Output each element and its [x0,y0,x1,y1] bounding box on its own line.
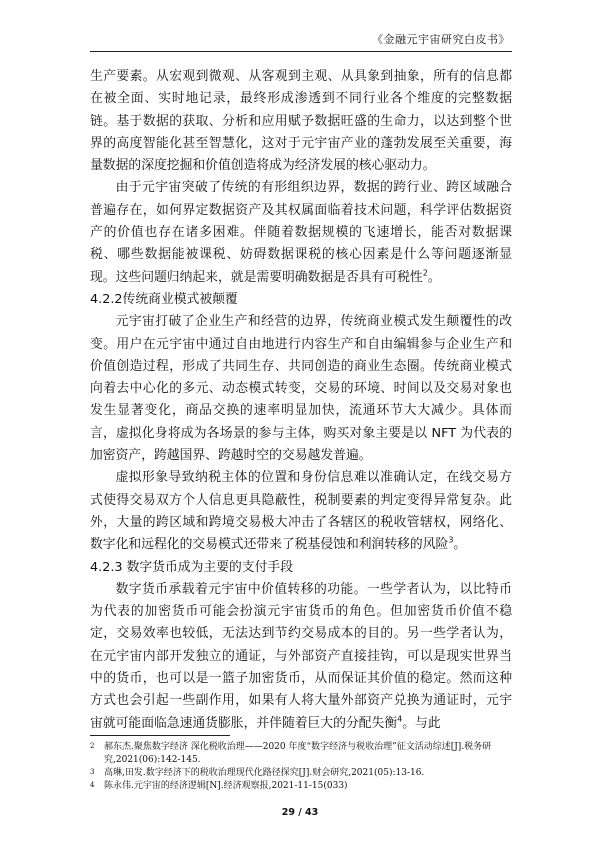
paragraph-1: 生产要素。从宏观到微观、从客观到主观、从具象到抽象，所有的信息都在被全面、实时地记录，最终形成渗透到不同行业各个维度的完整数据链。基于数据的获取、分析和应用赋予数据旺盛的生命力，以达到整个世界的高度智能化甚至智慧化，这对于元宇宙产业的蓬勃发展至关重要，海量数据的深度挖掘和价值创造将成为经济发展的核心驱动力。 [90,69,512,174]
footnote-ref-2[interactable]: 2 [422,268,428,278]
footnote-2 [90,741,512,767]
footnote-ref-4[interactable]: 4 [397,714,403,724]
paragraph-2-end: 。 [427,269,441,285]
footnote-4 [90,780,512,793]
footnote-text: 陈永伟.元宇宙的经济逻辑[N].经济观察报,2021-11-15(033) [104,781,348,791]
paragraph-3: 元宇宙打破了企业生产和经营的边界，传统商业模式发生颠覆性的改变。用户在元宇宙中通过自由地进行内容生产和自由编辑参与企业生产和价值创造过程，形成了共同生存、共同创造的商业生态圈。传统商业模式向着去中心化的多元、动态模式转变，交易的环境、时间以及交易对象也发生显著变化，商品交换的速率明显加快，流通环节大大减少。具体而言，虚拟化身将成为各场景的参与主体，购买对象主要是以 NFT 为代表的加密资产，跨越国界、跨越时空的交易越发普遍。 [90,314,512,464]
footnote-rule [90,735,230,736]
footnote-text: 高琳,田发.数字经济下的税收治理现代化路径探究[J].财会研究,2021(05):13-16. [104,768,425,778]
footnote-3 [90,767,512,780]
paragraph-5 [90,579,512,735]
footnote-number: 4 [90,781,95,789]
paragraph-5-end: 。与此 [402,715,441,731]
section-heading-4-2-3: 4.2.3 数字货币成为主要的支付手段 [90,559,293,575]
paragraph-4-text: 虚拟形象导致纳税主体的位置和身份信息难以准确认定，在线交易方式使得交易双方个人信息更具隐蔽性，税制要素的判定变得异常复杂。此外，大量的跨区域和跨境交易极大冲击了各辖区的税收管辖权，网络化、数字化和远程化的交易模式还带来了税基侵蚀和利润转移的风险 [90,470,512,553]
footnote-text: 郝东杰.聚焦数字经济 深化税收治理——2020 年度“数字经济与税收治理”征文活动综述[J].税务研究,2021(06):142-145. [104,742,492,765]
paragraph-4 [90,467,512,556]
footnote-ref-3[interactable]: 3 [448,535,454,545]
paragraph-4-end: 。 [453,537,467,553]
footnote-number: 2 [90,742,95,750]
running-header: 《金融元宇宙研究白皮书》 [372,33,510,46]
header-rule [90,51,512,52]
footnote-number: 3 [90,768,95,776]
body-text [90,66,512,735]
footnotes [90,741,512,793]
paragraph-5-text: 数字货币承载着元宇宙中价值转移的功能。一些学者认为，以比特币为代表的加密货币可能会扮演元宇宙货币的角色。但加密货币价值不稳定，交易效率也较低，无法达到节约交易成本的目的。另一些学者认为，在元宇宙内部开发独立的通证，与外部资产直接挂钩，可以是现实世界当中的货币，也可以是一篮子加密货币，从而保证其价值的稳定。然而这种方式也会引起一些副作用，如果有人将大量外部资产兑换为通证时，元宇宙就可能面临急速通货膨胀，并伴随着巨大的分配失衡 [90,581,512,731]
section-heading-4-2-2: 4.2.2传统商业模式被颠覆 [90,291,238,307]
paragraph-2-text: 由于元宇宙突破了传统的有形组织边界，数据的跨行业、跨区域融合普遍存在，如何界定数据资产及其权属面临着技术问题，科学评估数据资产的价值也存在诸多困难。伴随着数据规模的飞速增长，能否对数据课税、哪些数据能被课税、妨碍数据课税的核心因素是什么等问题逐渐显现。这些问题归纳起来，就是需要明确数据是否具有可税性 [90,180,512,285]
page-number: 29 / 43 [281,807,319,818]
paragraph-2 [90,177,512,288]
